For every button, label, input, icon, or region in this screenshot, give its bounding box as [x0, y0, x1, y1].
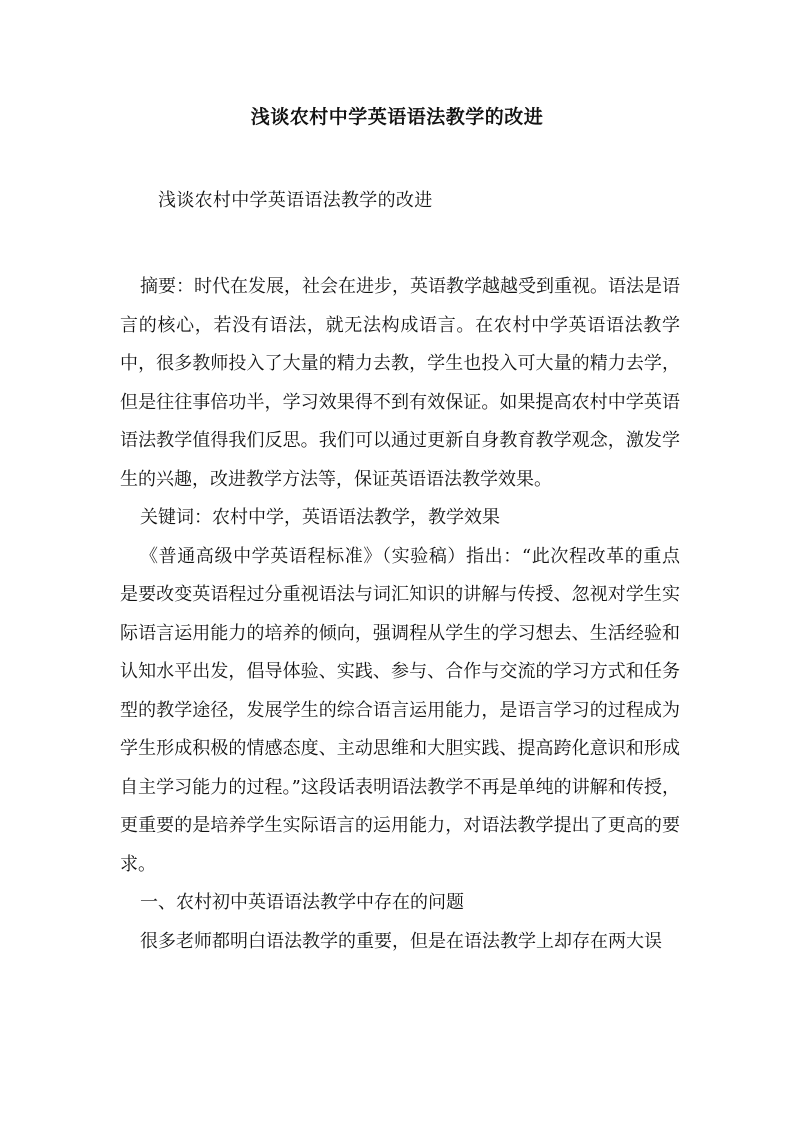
document-title: 浅谈农村中学英语语法教学的改进 — [250, 106, 544, 128]
body-paragraph: 很多老师都明白语法教学的重要，但是在语法教学上却存在两大误 — [140, 930, 662, 952]
abstract-paragraph: 摘要：时代在发展，社会在进步，英语教学越越受到重视。语法是语言的核心，若没有语法，就无法构成语言。在农村中学英语语法教学中，很多教师投入了大量的精力去教，学生也投入可大量的精力去学，但是往往事倍功半，学习效果得不到有效保证。如果提高农村中学英语语法教学值得我们反思。我们可以通过更新自身教育教学观念，激发学生的兴趣，改进教学方法等，保证英语语法教学效果。 — [120, 276, 680, 490]
body-paragraph: 《普通高级中学英语程标准》（实验稿）指出：“此次程改革的重点是要改变英语程过分重视语法与词汇知识的讲解与传授、忽视对学生实际语言运用能力的培养的倾向，强调程从学生的学习想去、生活经验和认知水平出发，倡导体验、实践、参与、合作与交流的学习方式和任务型的教学途径，发展学生的综合语言运用能力，是语言学习的过程成为学生形成积极的情感态度、主动思维和大胆实践、提高跨化意识和形成自主学习能力的过程。”这段话表明语法教学不再是单纯的讲解和传授，更重要的是培养学生实际语言的运用能力，对语法教学提出了更高的要求。 — [120, 545, 680, 875]
keywords-paragraph: 关键词：农村中学，英语语法教学，教学效果 — [140, 507, 500, 528]
document-subtitle: 浅谈农村中学英语语法教学的改进 — [158, 190, 433, 211]
section-heading: 一、农村初中英语语法教学中存在的问题 — [140, 892, 464, 913]
document-body — [120, 268, 680, 961]
